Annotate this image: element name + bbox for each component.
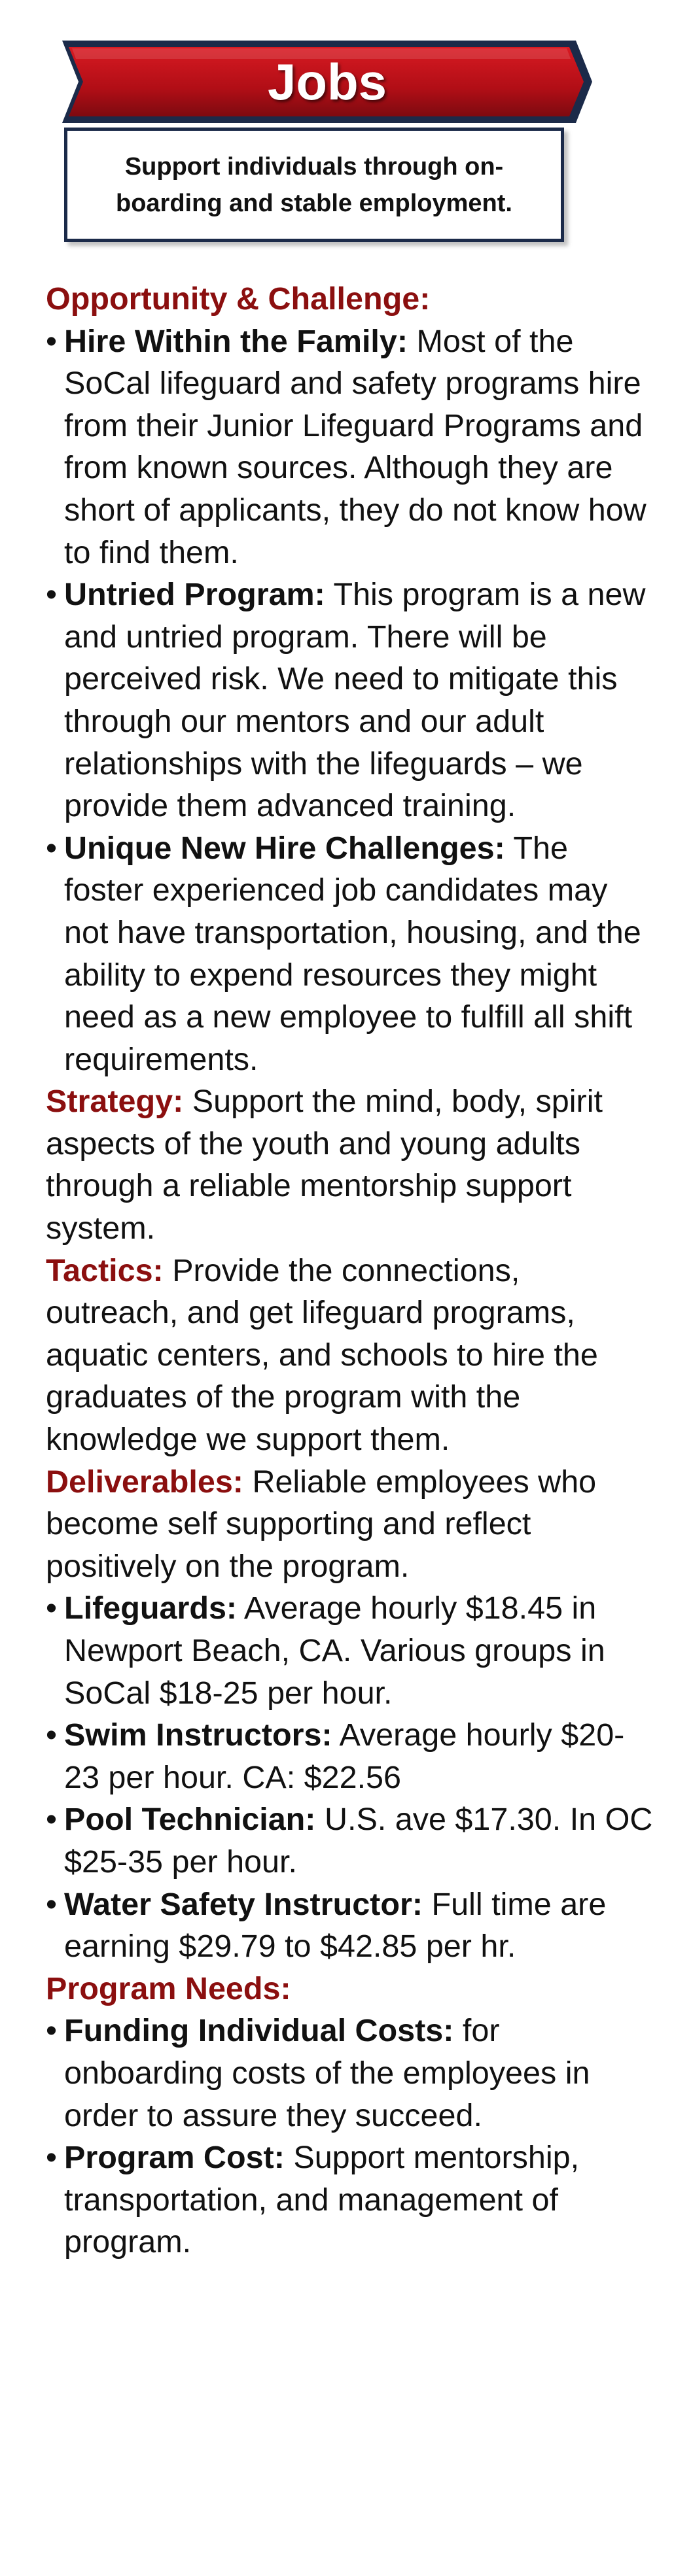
strategy-heading: Strategy: bbox=[46, 1084, 184, 1120]
deliverables-paragraph: Deliverables: Reliable employees who become self supporting and reflect positively on the program. bbox=[46, 1464, 597, 1584]
list-item: • Pool Technician: U.S. ave $17.30. In OC $25-35 per hour. bbox=[46, 1798, 654, 1883]
deliverables-heading: Deliverables: bbox=[46, 1464, 243, 1500]
bullet-icon: • bbox=[46, 1590, 57, 1626]
list-item: • Funding Individual Costs: for onboarding costs of the employees in order to assure they succeed. bbox=[46, 2010, 654, 2137]
page-title: Jobs bbox=[267, 52, 387, 111]
bullet-icon: • bbox=[46, 830, 57, 866]
list-item: • Swim Instructors: Average hourly $20-23 per hour. CA: $22.56 bbox=[46, 1714, 654, 1798]
list-item: • Water Safety Instructor: Full time are earning $29.79 to $42.85 per hr. bbox=[46, 1883, 654, 1968]
bullet-icon: • bbox=[46, 1886, 57, 1922]
bullet-icon: • bbox=[46, 1717, 57, 1753]
bullet-icon: • bbox=[46, 2140, 57, 2176]
bullet-icon: • bbox=[46, 2013, 57, 2049]
strategy-paragraph: Strategy: Support the mind, body, spirit aspects of the youth and young adults through a reliable mentorship support system. bbox=[46, 1084, 603, 1246]
bullet-icon: • bbox=[46, 577, 57, 613]
list-item: • Lifeguards: Average hourly $18.45 in Newport Beach, CA. Various groups in SoCal $18-25 per hour. bbox=[46, 1587, 654, 1714]
opportunity-heading: Opportunity & Challenge: bbox=[46, 281, 431, 317]
list-item: • Hire Within the Family: Most of the SoCal lifeguard and safety programs hire from their Junior Lifeguard Programs and from known sources. Although they are short of applicants, they do not know how to find them. bbox=[46, 320, 654, 574]
subtitle-text: Support individuals through on-boarding and stable employment. bbox=[116, 152, 512, 217]
list-item: • Untried Program: This program is a new and untried program. There will be perceived risk. We need to mitigate this through our mentors and our adult relationships with the lifeguards – we provide them advanced training. bbox=[46, 574, 654, 827]
bullet-icon: • bbox=[46, 1802, 57, 1838]
subtitle-box bbox=[64, 128, 564, 242]
content bbox=[46, 278, 654, 2263]
program-needs-heading: Program Needs: bbox=[46, 1970, 291, 2006]
bullet-icon: • bbox=[46, 323, 57, 359]
tactics-paragraph: Tactics: Provide the connections, outreach, and get lifeguard programs, aquatic centers, and schools to hire the graduates of the program with the knowledge we support them. bbox=[46, 1252, 598, 1458]
tactics-heading: Tactics: bbox=[46, 1252, 164, 1288]
list-item: • Program Cost: Support mentorship, transportation, and management of program. bbox=[46, 2137, 654, 2263]
list-item: • Unique New Hire Challenges: The foster experienced job candidates may not have transportation, housing, and the ability to expend resources they might need as a new employee to fulfill all shift requirements. bbox=[46, 827, 654, 1081]
